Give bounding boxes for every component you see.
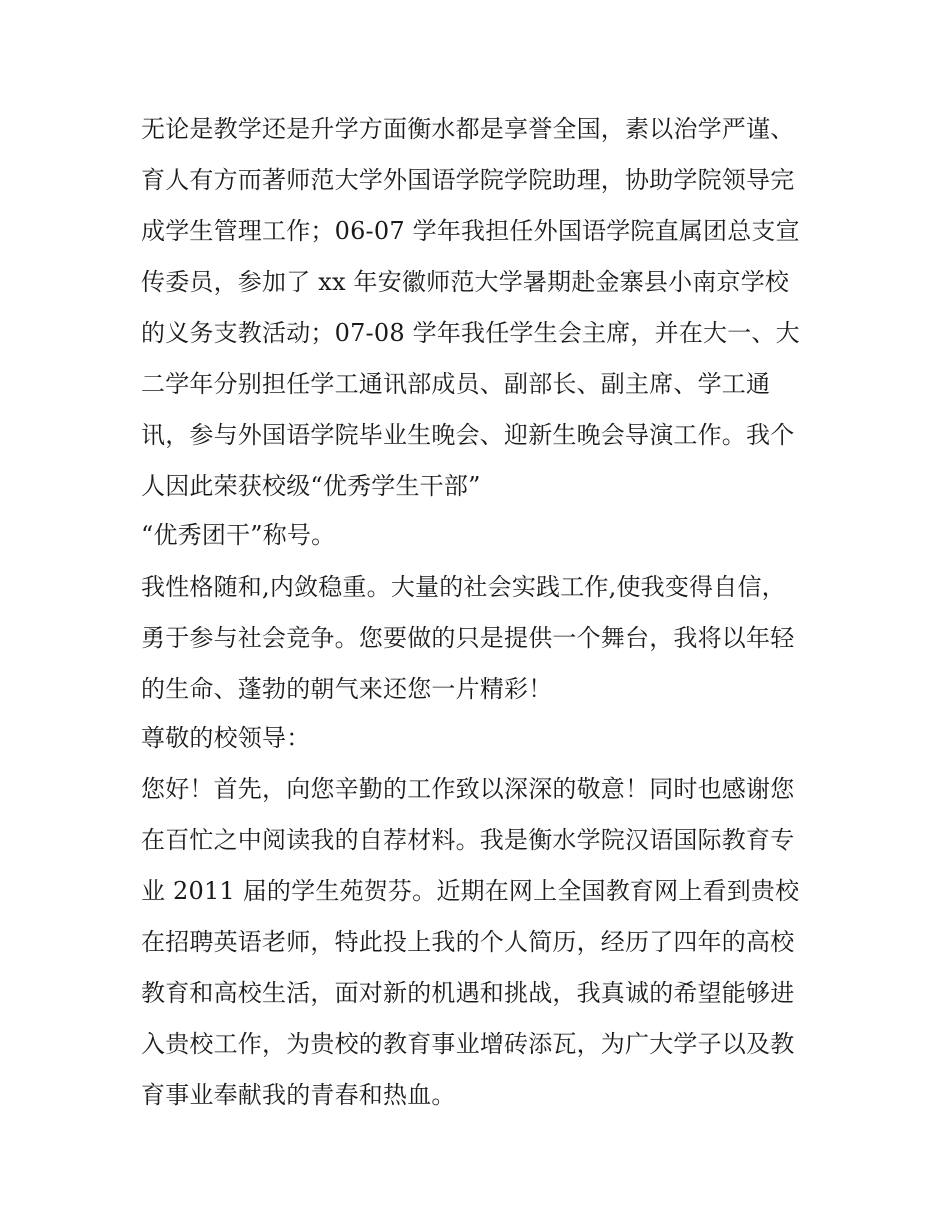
text-line: 我性格随和,内敛稳重。大量的社会实践工作,使我变得自信， [141, 573, 786, 601]
text-line: 在招聘英语老师，特此投上我的个人简历，经历了四年的高校 [141, 928, 795, 956]
text-line: 尊敬的校领导： [141, 724, 311, 752]
text-line: 讯，参与外国语学院毕业生晚会、迎新生晚会导演工作。我个 [141, 421, 795, 449]
text-line: 人因此荣获校级“优秀学生干部” [141, 472, 481, 500]
text-line: 的义务支教活动；07-08 学年我任学生会主席，并在大一、大 [141, 319, 800, 347]
text-line: 成学生管理工作；06-07 学年我担任外国语学院直属团总支宣 [141, 217, 800, 245]
text-line: 育事业奉献我的青春和热血。 [141, 1081, 456, 1109]
text-line: 无论是教学还是升学方面衡水都是享誉全国，素以治学严谨、 [141, 115, 795, 143]
text-line: 育人有方而著师范大学外国语学院学院助理，协助学院领导完 [141, 166, 795, 194]
text-line: 业 2011 届的学生苑贺芬。近期在网上全国教育网上看到贵校 [141, 877, 800, 905]
text-line: 传委员，参加了 xx 年安徽师范大学暑期赴金寨县小南京学校 [141, 268, 790, 296]
text-line: 教育和高校生活，面对新的机遇和挑战，我真诚的希望能够进 [141, 979, 795, 1007]
text-line: 入贵校工作，为贵校的教育事业增砖添瓦，为广大学子以及教 [141, 1030, 795, 1058]
text-line: 的生命、蓬勃的朝气来还您一片精彩！ [141, 675, 553, 703]
text-line: 勇于参与社会竞争。您要做的只是提供一个舞台，我将以年轻 [141, 624, 795, 652]
text-line: 在百忙之中阅读我的自荐材料。我是衡水学院汉语国际教育专 [141, 826, 795, 854]
text-line: 您好！首先，向您辛勤的工作致以深深的敬意！同时也感谢您 [141, 775, 795, 803]
text-line: “优秀团干”称号。 [141, 521, 336, 549]
text-line: 二学年分别担任学工通讯部成员、副部长、副主席、学工通 [141, 370, 771, 398]
